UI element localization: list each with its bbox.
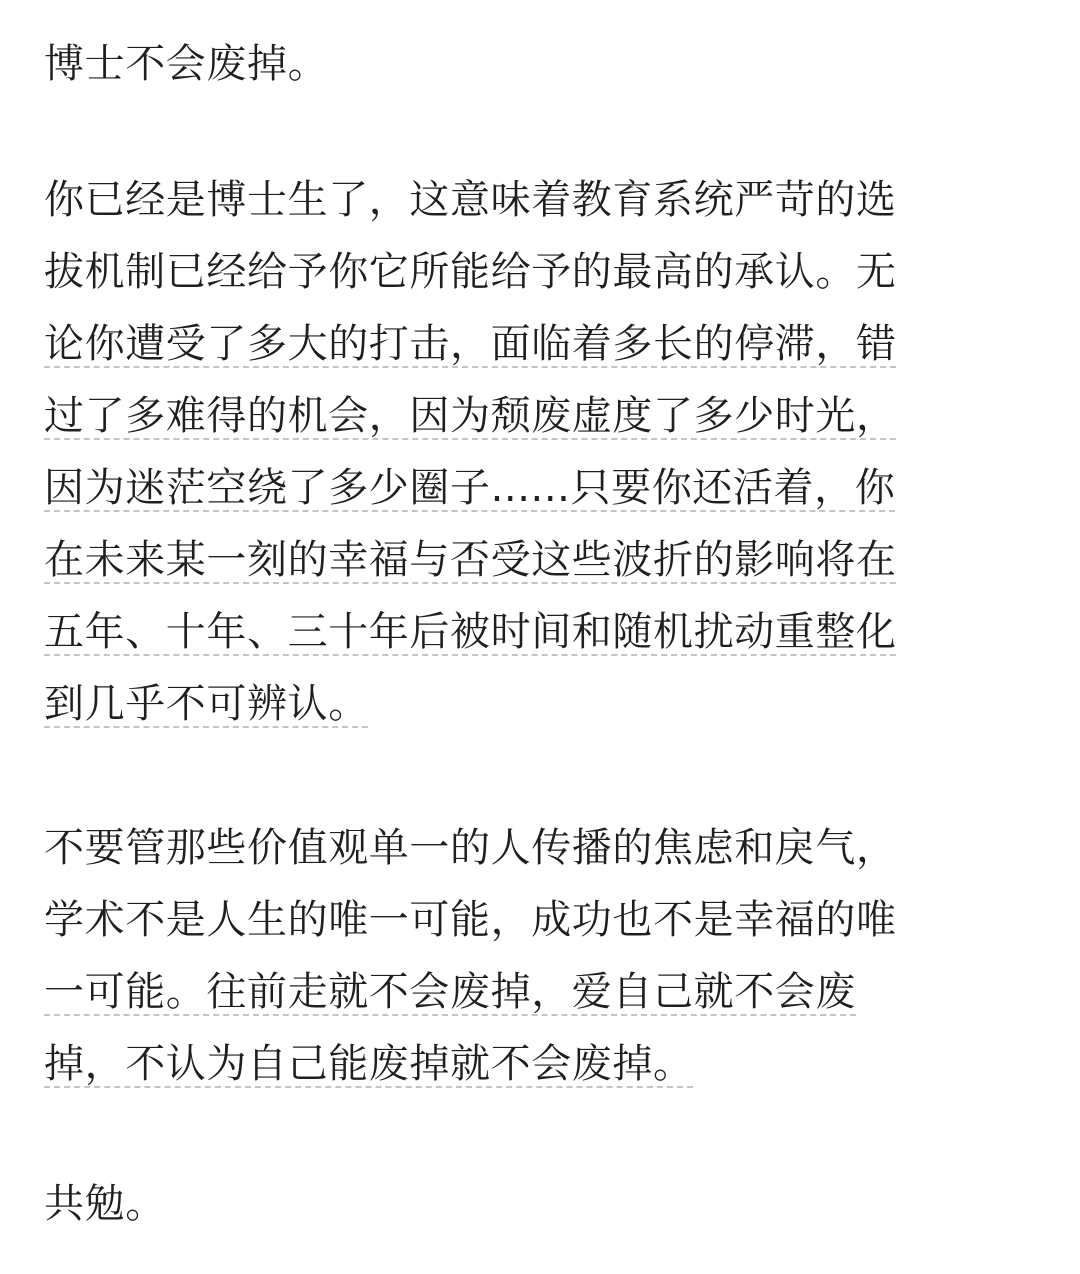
paragraph-2-line-3: 论你遭受了多大的打击，面临着多长的停滞，错 [44, 321, 897, 367]
paragraph-2-line-4: 过了多难得的机会，因为颓废虚度了多少时光， [44, 393, 897, 439]
paragraph-3-line-2: 学术不是人生的唯一可能，成功也不是幸福的唯 [44, 897, 897, 943]
paragraph-2-line-7: 五年、十年、三十年后被时间和随机扰动重整化 [44, 609, 897, 655]
paragraph-2-line-2: 拔机制已经给予你它所能给予的最高的承认。无 [44, 249, 897, 295]
paragraph-3-line-3: 一可能。往前走就不会废掉，爱自己就不会废 [44, 969, 856, 1015]
paragraph-1-line-1: 博士不会废掉。 [44, 41, 329, 87]
paragraph-2-line-8: 到几乎不可辨认。 [44, 681, 369, 727]
paragraph-2-line-6: 在未来某一刻的幸福与否受这些波折的影响将在 [44, 537, 897, 583]
paragraph-3-line-4: 掉，不认为自己能废掉就不会废掉。 [44, 1041, 694, 1087]
paragraph-3-line-1: 不要管那些价值观单一的人传播的焦虑和戾气， [44, 825, 897, 871]
paragraph-2-line-5: 因为迷茫空绕了多少圈子......只要你还活着，你 [44, 465, 896, 511]
paragraph-2-line-1: 你已经是博士生了，这意味着教育系统严苛的选 [44, 177, 897, 223]
paragraph-4-line-1: 共勉。 [44, 1181, 166, 1227]
